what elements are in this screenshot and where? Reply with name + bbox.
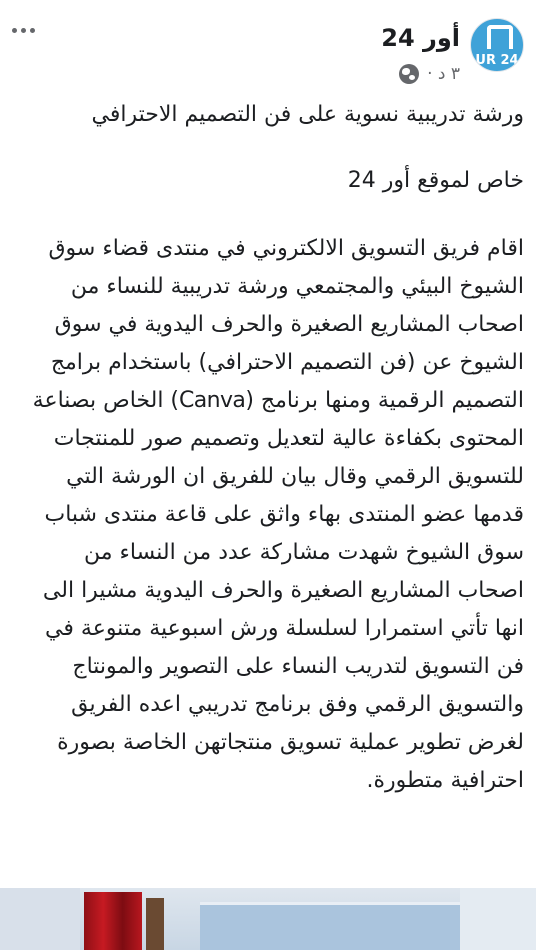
more-options-button[interactable]	[12, 22, 44, 38]
photo-window	[200, 902, 460, 950]
page-name[interactable]: أور 24	[381, 24, 460, 52]
more-dot-icon	[21, 28, 26, 33]
post-photo[interactable]	[0, 888, 536, 950]
photo-curtain	[84, 892, 142, 950]
photo-frame	[146, 898, 164, 950]
logo-icon	[487, 25, 513, 49]
post-time[interactable]: ٣ د ·	[427, 64, 460, 84]
photo-wall	[0, 888, 80, 950]
photo-wall-right	[460, 888, 536, 950]
page-avatar[interactable]	[470, 18, 524, 72]
avatar-logo-text: UR 24	[475, 53, 519, 68]
post-title: ورشة تدريبية نسوية على فن التصميم الاحترافي	[91, 102, 524, 127]
post-meta	[399, 62, 460, 86]
more-dot-icon	[12, 28, 17, 33]
more-dot-icon	[30, 28, 35, 33]
post-credit: خاص لموقع أور 24	[347, 168, 524, 193]
post-header	[0, 0, 536, 100]
post-content	[16, 96, 524, 800]
post-body: اقام فريق التسويق الالكتروني في منتدى قضاء سوق الشيوخ البيئي والمجتمعي ورشة تدريبية للنساء من اصحاب المشاريع الصغيرة والحرف اليدوية في سوق الشيوخ عن (فن التصميم الاحترافي) باستخدام برامج التصميم الرقمية ومنها برنامج (Canva) الخاص بصناعة المحتوى بكفاءة عالية لتعديل وتصميم صور للمنتجات للتسويق الرقمي وقال بيان للفريق ان الورشة التي قدمها عضو المنتدى بهاء واثق على قاعة منتدى شباب سوق الشيوخ شهدت مشاركة عدد من النساء من اصحاب المشاريع الصغيرة والحرف اليدوية مشيرا الى انها تأتي استمرارا لسلسلة ورش اسبوعية متنوعة في فن التسويق لتدريب النساء على التصوير والمونتاج والتسويق الرقمي وفق برنامج تدريبي اعده الفريق لغرض تطوير عملية تسويق منتجاتهن الخاصة بصورة احترافية متطورة.	[32, 236, 524, 793]
globe-icon	[399, 64, 419, 84]
